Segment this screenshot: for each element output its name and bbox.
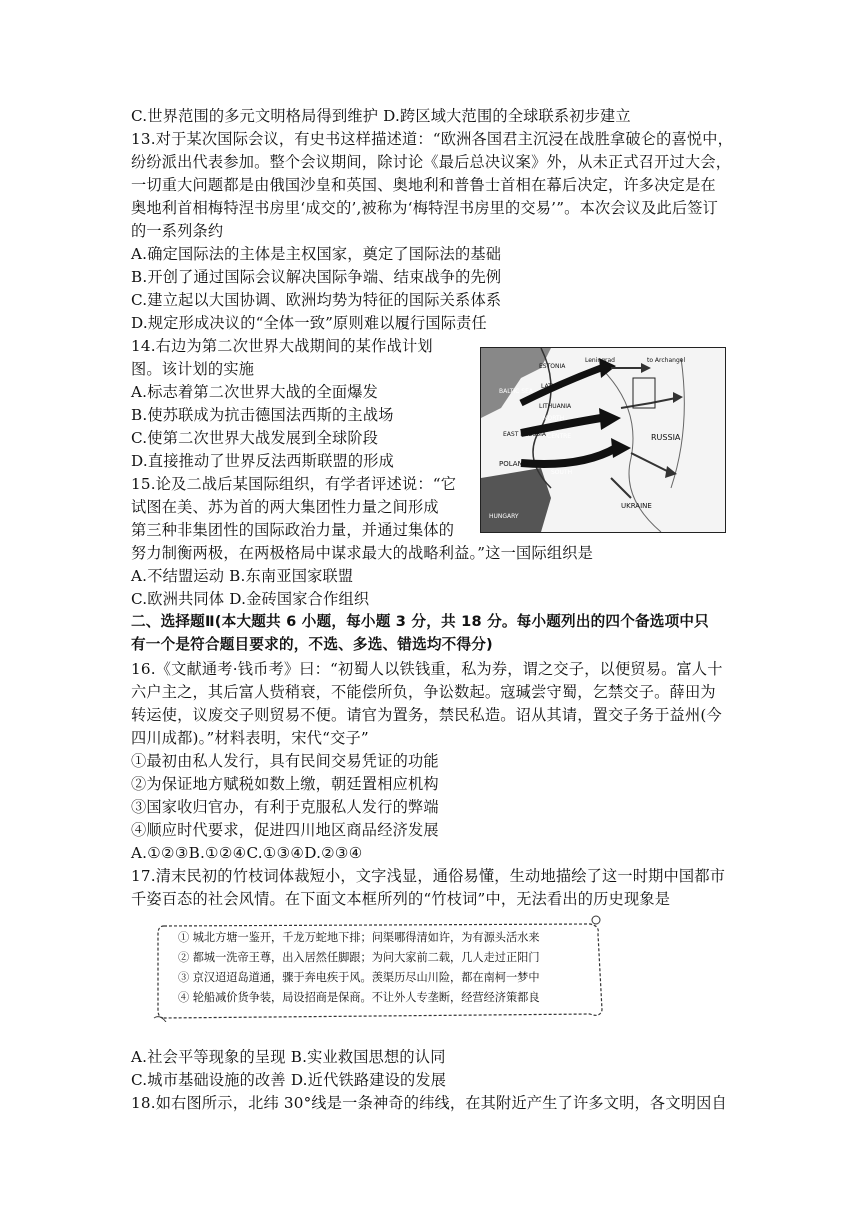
map-label-leningrad: Leningrad — [585, 357, 615, 364]
map-label-latvia: LATVIA — [541, 383, 562, 390]
q16-item-3: ③国家收归官办，有利于克服私人发行的弊端 — [131, 798, 439, 816]
q17-option-ab: A.社会平等现象的呈现 B.实业救国思想的认同 — [131, 1048, 446, 1066]
q15-stem-3: 第三种非集团性的国际政治力量，并通过集体的 — [131, 521, 455, 539]
q17-stem: 17.清末民初的竹枝词体裁短小，文字浅显，通俗易懂，生动地描绘了这一时期中国都市 — [131, 867, 726, 885]
q13-stem: 13.对于某次国际会议，有史书这样描述道：“欧洲各国君主沉浸在战胜拿破仑的喜悦中， — [131, 130, 734, 148]
section-heading-2: 有一个是符合题目要求的，不选、多选、错选均不得分) — [131, 636, 493, 653]
dark-region — [481, 468, 551, 532]
map-label-estonia: ESTONIA — [539, 363, 566, 370]
q15-option-ab: A.不结盟运动 B.东南亚国家联盟 — [131, 567, 354, 585]
q14-stem: 14.右边为第二次世界大战期间的某作战计划 — [131, 337, 433, 355]
q14-option-b: B.使苏联成为抗击德国法西斯的主战场 — [131, 406, 394, 424]
q16-item-2: ②为保证地方赋税如数上缴，朝廷置相应机构 — [131, 775, 439, 793]
map-label-south: SOUTH — [551, 469, 573, 476]
q16-stem-3: 转运使，议废交子则贸易不便。请官为置务，禁民私造。诏从其请，置交子务于益州(今 — [131, 706, 722, 724]
q13-option-d: D.规定形成决议的“全体一致”原则难以履行国际责任 — [131, 314, 487, 332]
q13-stem-2: 纷纷派出代表参加。整个会议期间，除讨论《最后总决议案》外，从未正式召开过大会， — [131, 153, 732, 171]
map-label-lithuania: LITHUANIA — [539, 403, 572, 410]
q16-options: A.①②③B.①②④C.①③④D.②③④ — [131, 844, 363, 862]
q18-stem: 18.如右图所示，北纬 30°线是一条神奇的纬线，在其附近产生了许多文明，各文明因自 — [131, 1094, 727, 1112]
map-label-north: NORTH — [543, 415, 565, 422]
q15-stem-2: 试图在美、苏为首的两大集团性力量之间形成 — [131, 498, 439, 516]
poem-scroll-box — [150, 914, 605, 1022]
q16-stem-2: 六户主之，其后富人赀稍衰，不能偿所负，争讼数起。寇瑊尝守蜀，乞禁交子。薛田为 — [131, 683, 716, 701]
q16-stem: 16.《文献通考·钱币考》曰：“初蜀人以铁钱重，私为券，谓之交子，以便贸易。富人十 — [131, 660, 723, 678]
q14-stem-2: 图。该计划的实施 — [131, 360, 255, 378]
war-plan-map — [480, 347, 726, 533]
q15-stem-4: 努力制衡两极，在两极格局中谋求最大的战略利益。”这一国际组织是 — [131, 544, 593, 562]
q13-stem-3: 一切重大问题都是由俄国沙皇和英国、奥地利和普鲁士首相在幕后决定，许多决定是在 — [131, 176, 716, 194]
q17-stem-2: 千姿百态的社会风情。在下面文本框所列的“竹枝词”中，无法看出的历史现象是 — [131, 890, 671, 908]
q13-stem-5: 的一系列条约 — [131, 222, 224, 240]
map-label-eprussia: EAST PRUSSIA — [503, 431, 546, 438]
q17-option-cd: C.城市基础设施的改善 D.近代铁路建设的发展 — [131, 1071, 447, 1089]
map-label-centre: CENTRE — [547, 433, 572, 440]
q14-option-a: A.标志着第二次世界大战的全面爆发 — [131, 383, 379, 401]
option-cd-prev: C.世界范围的多元文明格局得到维护 D.跨区域大范围的全球联系初步建立 — [131, 107, 631, 125]
poem-line-2: ② 都城一洗帝王尊，出入居然任脚跟；为问大家前二载，几人走过正阳门 — [178, 951, 540, 964]
map-label-ukraine: UKRAINE — [621, 502, 652, 510]
q14-option-d: D.直接推动了世界反法西斯联盟的形成 — [131, 452, 395, 470]
q13-option-a: A.确定国际法的主体是主权国家，奠定了国际法的基础 — [131, 245, 502, 263]
map-label-archangel: to Archangel — [647, 357, 686, 364]
q16-item-4: ④顺应时代要求，促进四川地区商品经济发展 — [131, 821, 439, 839]
q15-option-cd: C.欧洲共同体 D.金砖国家合作组织 — [131, 590, 370, 608]
q13-option-b: B.开创了通过国际会议解决国际争端、结束战争的先例 — [131, 268, 502, 286]
q13-stem-4: 奥地利首相梅特涅书房里‘成交的’,被称为‘梅特涅书房里的交易’”。本次会议及此后签订 — [131, 199, 719, 217]
q14-option-c: C.使第二次世界大战发展到全球阶段 — [131, 429, 379, 447]
map-label-poland: POLAND — [499, 460, 529, 468]
poem-line-3: ③ 京汉迢迢岛道通，骤于奔电疾于风。羡渠历尽山川险，都在南柯一梦中 — [178, 971, 540, 984]
q16-stem-4: 四川成都)。”材料表明，宋代“交子” — [131, 729, 369, 747]
poem-line-1: ① 城北方塘一鉴开，千龙万蛇地下排；问渠哪得清如许，为有源头活水来 — [178, 931, 540, 944]
map-label-baltic: BALTIC SEA — [499, 388, 533, 395]
q15-stem: 15.论及二战后某国际组织，有学者评述说：“它 — [131, 475, 457, 493]
poem-line-4: ④ 轮船减价货争装，局设招商是保商。不让外人专垄断，经营经济策都良 — [178, 991, 540, 1004]
section-heading: 二、选择题Ⅱ(本大题共 6 小题，每小题 3 分，共 18 分。每小题列出的四个备选项中只 — [131, 613, 709, 630]
map-label-hungary: HUNGARY — [489, 513, 519, 520]
q16-item-1: ①最初由私人发行，具有民间交易凭证的功能 — [131, 752, 439, 770]
q13-option-c: C.建立起以大国协调、欧洲均势为特征的国际关系体系 — [131, 291, 502, 309]
map-label-russia: RUSSIA — [651, 433, 681, 442]
map-drawing — [481, 348, 725, 532]
